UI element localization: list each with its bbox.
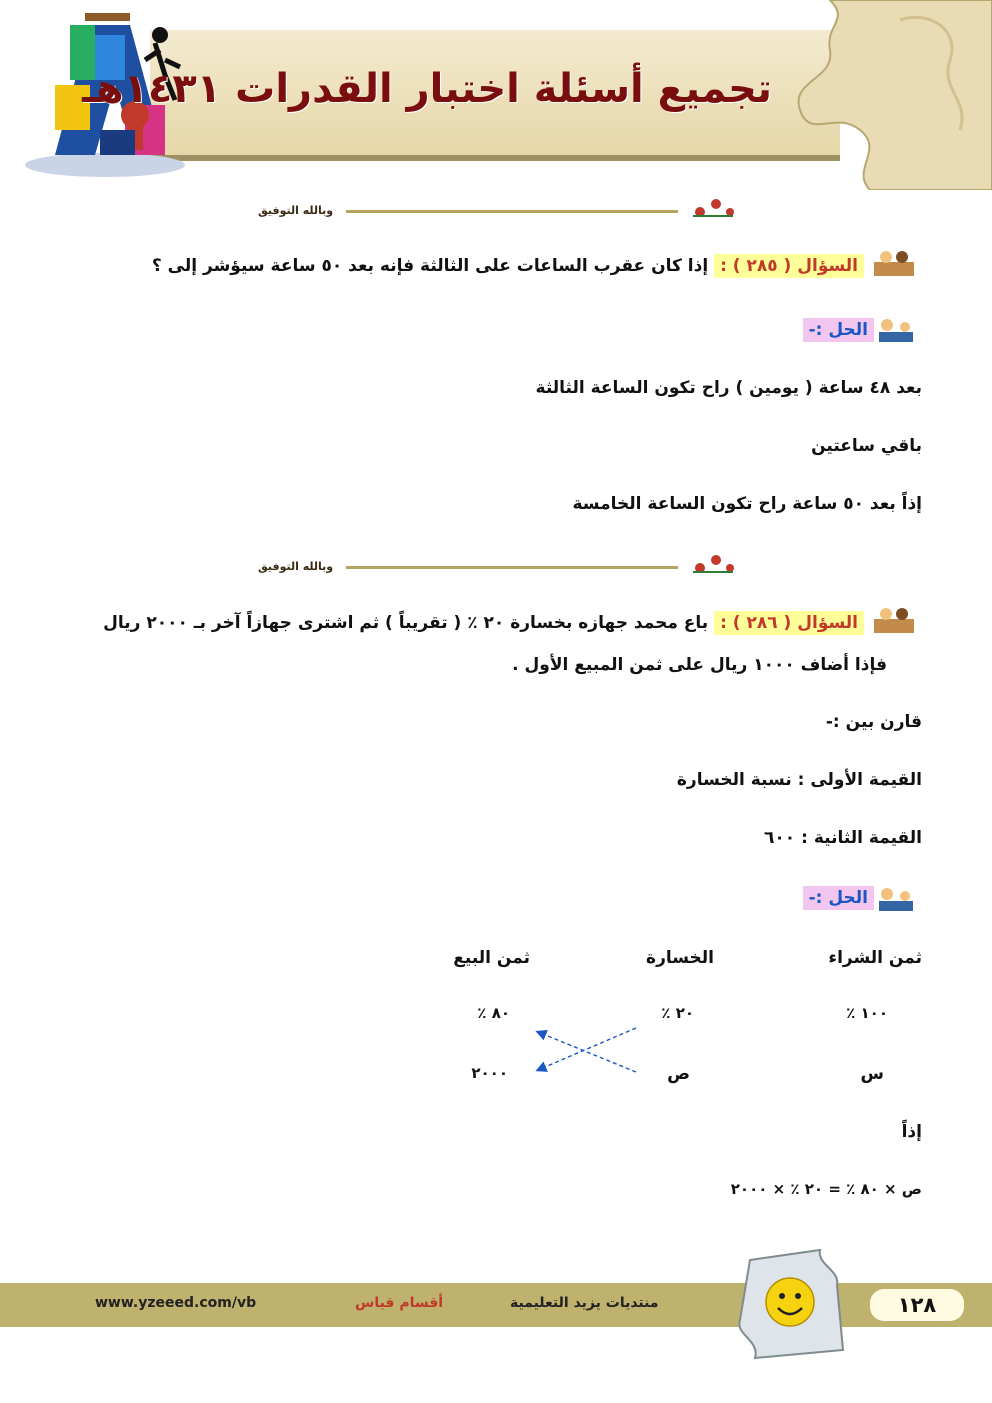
footer-url[interactable]: www.yzeeed.com/vb — [95, 1295, 257, 1311]
roses-icon — [688, 194, 738, 224]
value-2: القيمة الثانية : ٦٠٠ — [764, 828, 922, 848]
solution-line: باقي ساعتين — [811, 436, 922, 456]
table-header-sale: ثمن البيع — [453, 948, 530, 968]
footer-forum: منتديات يزيد التعليمية — [510, 1295, 659, 1311]
cross-multiply-arrows-icon — [530, 1022, 642, 1078]
compare-label: قارن بين :- — [825, 712, 922, 732]
divider-text: وبالله التوفيق — [258, 204, 334, 217]
table-cell: ١٠٠ ٪ — [846, 1004, 888, 1022]
table-cell: ٢٠ ٪ — [661, 1004, 694, 1022]
then-label: إذاً — [901, 1122, 922, 1142]
smiley-puzzle-icon — [725, 1240, 850, 1365]
solution-285-label: الحل :- — [803, 320, 874, 340]
question-label: السؤال ( ٢٨٦ ) : — [714, 611, 864, 635]
divider — [258, 200, 738, 224]
question-285 — [152, 256, 864, 276]
solution-286-label: الحل :- — [803, 888, 874, 908]
table-cell: س — [860, 1064, 884, 1084]
table-cell: ٨٠ ٪ — [477, 1004, 510, 1022]
question-286 — [103, 613, 864, 633]
table-cell: ٢٠٠٠ — [471, 1064, 508, 1082]
students-icon — [870, 248, 918, 278]
roses-icon — [688, 550, 738, 580]
divider — [258, 556, 738, 580]
question-text-line2: فإذا أضاف ١٠٠٠ ريال على ثمن المبيع الأول . — [512, 655, 887, 675]
question-text: باع محمد جهازه بخسارة ٢٠ ٪ ( تقريباً ) ثم اشترى جهازاً آخر بـ ٢٠٠٠ ريال — [103, 613, 709, 633]
question-label: السؤال ( ٢٨٥ ) : — [714, 254, 864, 278]
footer-section: أقسام قياس — [355, 1295, 444, 1311]
header-banner — [0, 0, 992, 190]
table-cell: ص — [667, 1064, 690, 1084]
page-title: تجميع أسئلة اختبار القدرات ١٤٣١هـ — [82, 66, 772, 112]
solution-line: بعد ٤٨ ساعة ( يومين ) راح تكون الساعة الثالثة — [535, 378, 922, 398]
value-1: القيمة الأولى : نسبة الخسارة — [676, 770, 922, 790]
page-number: ١٢٨ — [870, 1289, 964, 1321]
question-text: إذا كان عقرب الساعات على الثالثة فإنه بعد ٥٠ ساعة سيؤشر إلى ؟ — [151, 256, 709, 276]
table-header-loss: الخسارة — [646, 948, 714, 968]
teacher-icon — [875, 316, 917, 344]
solution-line: إذاً بعد ٥٠ ساعة راح تكون الساعة الخامسة — [572, 494, 922, 514]
equation: ص × ٨٠ ٪ = ٢٠ ٪ × ٢٠٠٠ — [730, 1180, 922, 1198]
divider-text: وبالله التوفيق — [258, 560, 334, 573]
table-header-purchase: ثمن الشراء — [828, 948, 922, 968]
students-icon — [870, 605, 918, 635]
puzzle-pieces-icon — [790, 0, 992, 190]
teacher-icon — [875, 885, 917, 913]
